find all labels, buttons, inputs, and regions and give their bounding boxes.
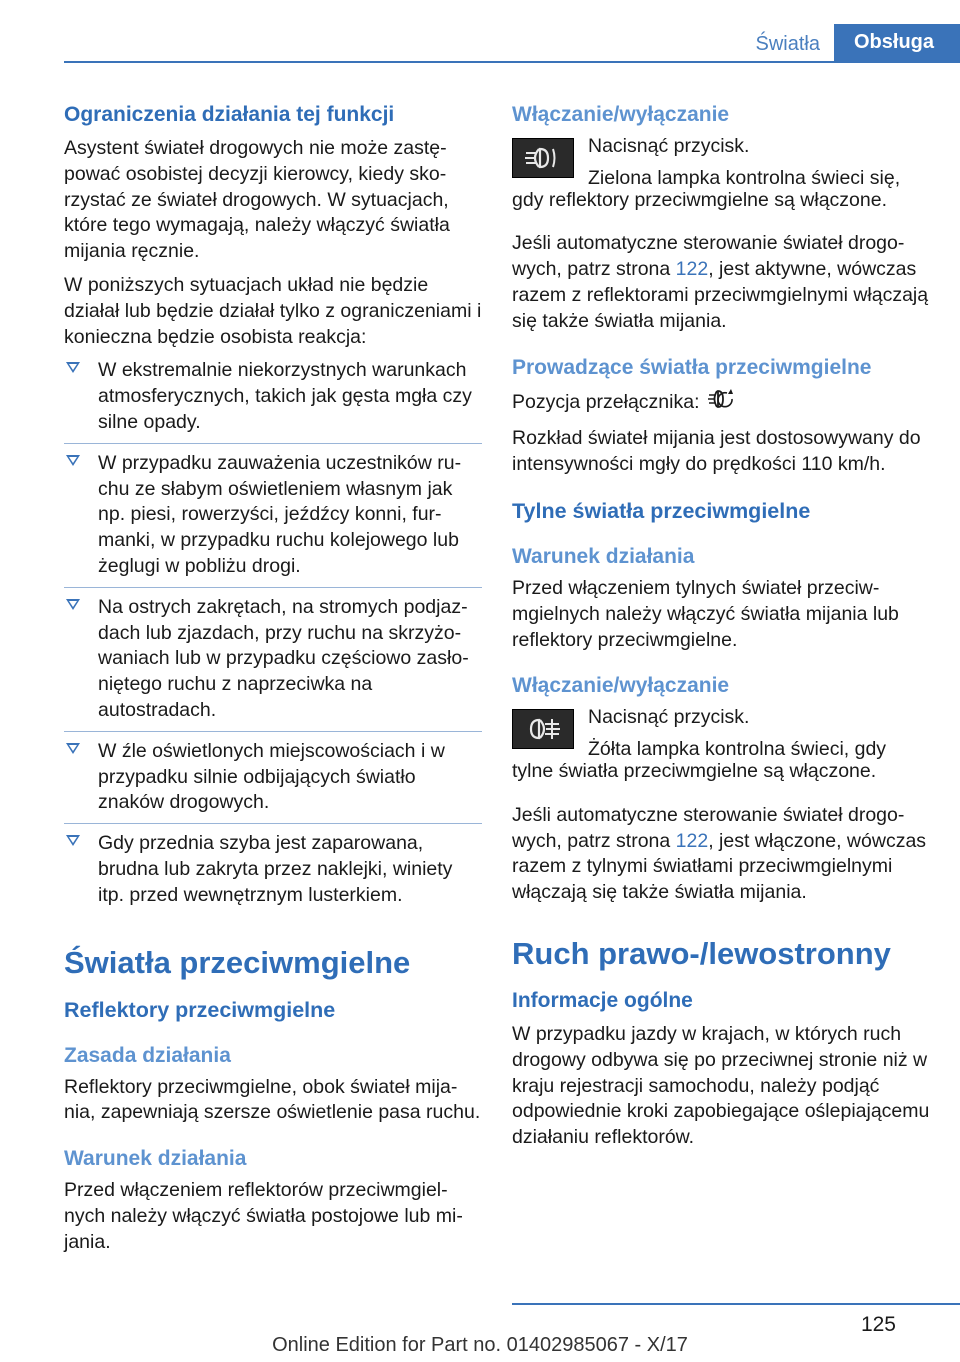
triangle-bullet-icon (66, 743, 80, 754)
list-item-text: W przypadku zauważenia uczestników ruchu ze słabym oświetleniem własnym jak np. piesi, rowerzyści, jeźdźcy konni, furmanki, w przypadku ruchu kolejowego lub żeglugi w pobliżu drogi. (98, 451, 462, 577)
general-info-heading: Informacje ogólne (512, 988, 693, 1012)
page-header (742, 24, 960, 61)
indicator-text-2-start: Żółta lampka kontrolna świeci, gdy (588, 738, 887, 761)
condition-paragraph: Przed włączeniem reflektorów przeciwmgielnych należy włączyć światła postojowe lub mijania. (64, 1179, 463, 1253)
indicator-text-1-start: Zielona lampka kontrolna świeci się, (588, 166, 901, 189)
list-item (64, 739, 482, 824)
header-divider (64, 61, 960, 63)
front-fog-section-title: Reflektory przeciwmgielne (64, 997, 336, 1022)
right-column (512, 100, 932, 1159)
page-number: 125 (860, 1313, 896, 1336)
limits-heading: Ograniczenia działania tej funkcji (64, 103, 395, 126)
left-column (64, 100, 482, 1264)
fog-lights-chapter-title: Światła przeciwmgielne (64, 944, 411, 980)
auto-paragraph-1 (512, 231, 932, 334)
auto-text-2-post: , jest włączone, wówczas razem z tylnymi światłami przeciwmgielnymi włączają się także światła mijania. (512, 829, 927, 904)
onoff-heading-rear: Włączanie/wyłączanie (512, 674, 730, 698)
list-item-text: W źle oświetlonych miejscowościach i w przypadku silnie odbijających światło znaków drogowych. (98, 739, 445, 814)
onoff-heading-front: Włączanie/wyłączanie (512, 103, 730, 126)
switch-position-line (512, 387, 932, 419)
limits-list (64, 358, 482, 915)
list-item (64, 451, 482, 588)
indicator-continuation-2: tylne światła przeciwmgielne są włączone. (512, 759, 877, 782)
traffic-chapter-title: Ruch prawo-/lewostronny (512, 935, 891, 971)
indicator-continuation-1: gdy reflektory przeciwmgielne są włączone. (512, 188, 887, 211)
rear-fog-button-row (512, 705, 932, 763)
limits-paragraph-2: W poniższych sytuacjach układ nie będzie działał lub będzie działał tylko z ograniczeniami i konieczna będzie osobista reakcja: (64, 273, 482, 348)
auto-text-1-post: , jest aktywne, wówczas razem z reflektorami przeciwmgielnymi włączają się także światła mijania. (512, 258, 929, 332)
list-item-text: Gdy przednia szyba jest zaparowana, brudna lub zakryta przez naklejki, winiety itp. przed wewnętrznym lusterkiem. (98, 832, 453, 906)
auto-text-2-pre: Jeśli automatyczne sterowanie świateł drogowych, patrz strona (512, 803, 905, 852)
rear-condition-paragraph: Przed włączeniem tylnych świateł przeciwmgielnych należy włączyć światła mijania lub reflektory przeciwmgielne. (512, 576, 899, 651)
edition-footer: Online Edition for Part no. 01402985067 - X/17 (272, 1334, 688, 1356)
list-item-text: Na ostrych zakrętach, na stromych podjazdach lub zjazdach, przy ruchu na skrzyżowaniach lub w przypadku częściowo zasłoniętego ruchu z naprzeciwka na autostradach. (98, 595, 469, 721)
list-item (64, 831, 482, 915)
triangle-bullet-icon (66, 599, 80, 610)
footer-divider (512, 1303, 960, 1305)
triangle-bullet-icon (66, 455, 80, 466)
front-fog-button-row (512, 134, 932, 192)
page-link-122[interactable]: 122 (675, 829, 709, 852)
list-item-text: W ekstremalnie niekorzystnych warunkach atmosferycznych, takich jak gęsta mgła czy silne opady. (98, 359, 472, 433)
auto-paragraph-2 (512, 803, 932, 906)
front-fog-light-button-icon (512, 138, 574, 178)
header-section-tab[interactable]: Światła (755, 33, 820, 55)
auto-text-1-pre: Jeśli automatyczne sterowanie świateł drogowych, patrz strona (512, 232, 905, 281)
rear-fog-section-title: Tylne światła przeciwmgielne (512, 498, 811, 523)
rear-fog-light-button-icon (512, 709, 574, 749)
press-button-text-1: Nacisnąć przycisk. (588, 135, 750, 157)
list-item (64, 595, 482, 732)
limits-paragraph-1: Asystent świateł drogowych nie może zastępować osobistej decyzji kierowcy, kiedy skorzystać ze świateł drogowych. W sytuacjach, które tego wymagają, należy włączyć światła mijania ręcznie. (64, 137, 450, 263)
guide-fog-heading: Prowadzące światła przeciwmgielne (512, 355, 872, 379)
triangle-bullet-icon (66, 835, 80, 846)
guide-fog-paragraph: Rozkład świateł mijania jest dostosowywany do intensywności mgły do prędkości 110 km/h. (512, 427, 921, 476)
fog-light-switch-position-icon (708, 387, 734, 419)
header-chapter-tab[interactable]: Obsługa (834, 24, 960, 61)
switch-position-label: Pozycja przełącznika: (512, 390, 700, 413)
condition-heading: Warunek działania (64, 1147, 247, 1171)
principle-heading: Zasada działania (64, 1043, 231, 1067)
rear-condition-heading: Warunek działania (512, 544, 695, 568)
general-info-paragraph: W przypadku jazdy w krajach, w których ruch drogowy odbywa się po przeciwnej stronie niż w kraju rejestracji samochodu, należy podjąć odpowiednie kroki zapobiegające oślepiającemu działaniu reflektorów. (512, 1022, 930, 1149)
principle-paragraph: Reflektory przeciwmgielne, obok świateł mijania, zapewniają szersze oświetlenie pasa ruchu. (64, 1075, 481, 1124)
list-item (64, 358, 482, 443)
press-button-text-2: Nacisnąć przycisk. (588, 706, 750, 729)
page-link-122[interactable]: 122 (675, 258, 709, 281)
triangle-bullet-icon (66, 362, 80, 373)
